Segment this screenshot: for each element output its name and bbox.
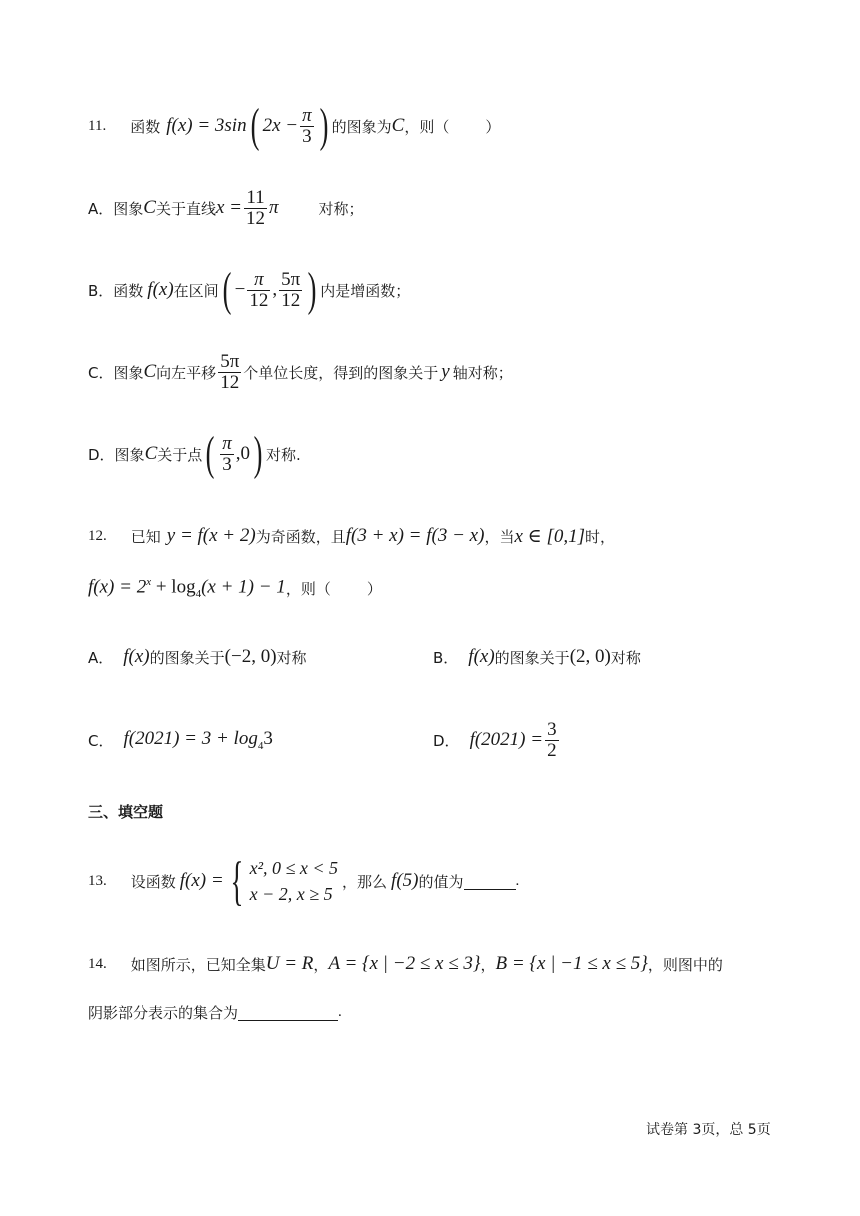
q14-sep1: ，: [313, 955, 329, 974]
q12-line2-mid: + log: [151, 576, 196, 598]
q12-line2-text: ，则（: [285, 579, 331, 598]
q11-opt-c-text2: 个单位长度，得到的图象关于: [243, 363, 439, 382]
q11-option-d: [88, 428, 301, 480]
q11-opt-c-fraction: [218, 352, 241, 393]
left-paren: (: [205, 427, 215, 480]
q11-opt-c-num: 5π: [220, 350, 240, 372]
section-title: 三、填空题: [88, 802, 164, 821]
q12-option-a: [88, 643, 307, 671]
q11-stem: [88, 100, 500, 152]
q11-opt-b-minus: −: [234, 279, 246, 300]
q11-opt-c-axis: y: [441, 361, 450, 382]
q11-opt-d-tail: ,0: [235, 443, 251, 464]
q12-text3: 时，: [585, 527, 616, 546]
q13-case1: x², 0 ≤ x < 5: [249, 858, 339, 878]
q13-func: f(x) =: [179, 870, 224, 891]
q11-opt-a-pi: π: [268, 197, 279, 218]
q12-opt-a-point: (−2, 0): [224, 646, 277, 667]
q12-opt-c-expr: [123, 728, 272, 752]
q14-text1: ，则图中的: [647, 955, 723, 974]
q13-eval: f(5): [391, 870, 419, 891]
q14-prefix: 如图所示，已知全集: [130, 955, 266, 974]
q11-opt-d-den: 3: [222, 453, 232, 475]
q11-suffix-b: ，则（: [404, 117, 450, 136]
q11-frac-den: 3: [302, 125, 312, 147]
q12-opt-d-fraction: [545, 720, 559, 761]
q12-opt-c-sub: 4: [257, 739, 264, 752]
q12-opt-b-text: 的图象关于: [494, 648, 570, 667]
q12-line2-lhs: [88, 576, 286, 600]
q11-opt-d-text2: 对称.: [266, 445, 301, 464]
q11-opt-b-comma: ,: [272, 279, 278, 300]
q14-universal-set: U = R: [265, 953, 314, 974]
q11-opt-a-curve: C: [143, 197, 156, 218]
q11-opt-b-n2: 5π: [281, 268, 301, 290]
q14-line2: 阴影部分表示的集合为: [88, 1003, 239, 1022]
q11-opt-c-text1: 向左平移: [156, 363, 217, 382]
q12-opt-d-den: 2: [547, 739, 557, 761]
q14-stem-line2: [88, 998, 342, 1026]
q13-answer-blank[interactable]: [464, 873, 516, 890]
q12-eq3: x ∈ [0,1]: [514, 525, 585, 547]
q11-curve: C: [391, 115, 405, 136]
left-paren: (: [222, 263, 232, 316]
q13-end: .: [515, 872, 520, 889]
q11-func: f(x) = 3sin: [166, 115, 247, 136]
q12-eq1: y = f(x + 2): [166, 525, 256, 546]
q12-opt-a-text2: 对称: [276, 648, 307, 667]
right-paren: ): [319, 99, 329, 152]
q11-opt-a-text2: 对称；: [318, 199, 364, 218]
q11-opt-b-func: f(x): [147, 279, 174, 300]
q11-opt-a-den: 12: [245, 207, 265, 229]
q11-opt-b-text1: 在区间: [173, 281, 219, 300]
q11-arg: 2x −: [262, 115, 299, 136]
q11-opt-c-den: 12: [220, 371, 240, 393]
q11-opt-a-label: A．图象: [88, 199, 144, 218]
right-paren: ): [307, 263, 317, 316]
q12-opt-c-end: 3: [263, 728, 273, 750]
q13-prefix: 设函数: [130, 872, 176, 891]
q11-opt-d-text1: 关于点: [157, 445, 203, 464]
q12-line2-end: (x + 1) − 1: [201, 576, 286, 598]
q11-opt-a-text1: 关于直线: [155, 199, 216, 218]
q12-prefix: 已知: [130, 527, 161, 546]
page-number: 试卷第 3页，总 5页: [646, 1122, 771, 1138]
q12-opt-c-label: C．: [88, 731, 114, 750]
q11-fraction: [300, 106, 314, 147]
q11-opt-b-frac2: [279, 270, 302, 311]
q12-opt-b-text2: 对称: [610, 648, 641, 667]
q13-cases: [250, 855, 338, 907]
q11-opt-d-curve: C: [144, 443, 158, 464]
q11-opt-d-label: D．图象: [88, 445, 145, 464]
q12-line2-sup: x: [146, 575, 152, 588]
q12-line2-lhs-text: f(x) = 2: [88, 576, 147, 598]
q12-option-b: [433, 643, 641, 671]
q11-option-c: [88, 348, 513, 396]
q14-answer-blank[interactable]: [238, 1004, 338, 1021]
q11-opt-d-fraction: [220, 434, 234, 475]
q13-stem: [88, 852, 519, 910]
q11-opt-b-d2: 12: [281, 289, 301, 311]
q12-opt-a-label: A．: [88, 648, 114, 667]
q12-opt-a-func: f(x): [123, 646, 150, 667]
q12-opt-d-lhs: f(2021) =: [469, 729, 544, 750]
q12-opt-a-text: 的图象关于: [149, 648, 225, 667]
q11-opt-c-label: C．图象: [88, 363, 144, 382]
q11-option-b: [88, 264, 410, 316]
left-paren: (: [250, 99, 259, 152]
q11-opt-a-fraction: [244, 188, 267, 229]
q11-opt-c-text3: 轴对称；: [452, 363, 513, 382]
q14-set-a: A = {x | −2 ≤ x ≤ 3}: [328, 953, 481, 974]
q12-opt-b-label: B．: [433, 648, 459, 667]
q11-number: 11.: [88, 117, 107, 134]
q14-set-b: B = {x | −1 ≤ x ≤ 5}: [495, 953, 648, 974]
q11-suffix-c: ）: [485, 117, 501, 136]
q11-opt-b-label: B．函数: [88, 281, 144, 300]
right-paren: ): [253, 427, 263, 480]
q11-opt-b-d1: 12: [249, 289, 269, 311]
q12-stem-line2: [88, 574, 382, 602]
q12-text1: 为奇函数，且: [255, 527, 346, 546]
q12-opt-c-lhs: f(2021) = 3 + log: [123, 728, 258, 750]
q11-frac-num: π: [302, 104, 312, 126]
q12-eq2: f(3 + x) = f(3 − x): [345, 525, 485, 546]
page-footer: [646, 1118, 771, 1140]
q12-stem-line1: [88, 522, 615, 550]
q11-option-a: [88, 184, 364, 232]
q12-line2-sub: 4: [195, 588, 202, 601]
q14-sep2: ，: [480, 955, 496, 974]
q11-opt-a-eq: x =: [215, 197, 242, 218]
q12-opt-d-label: D．: [433, 731, 460, 750]
q11-suffix-a: 的图象为: [331, 117, 392, 136]
q12-opt-b-point: (2, 0): [569, 646, 611, 667]
q14-number: 14.: [88, 955, 107, 972]
q13-case2: x − 2, x ≥ 5: [249, 884, 333, 904]
q14-end: .: [338, 1003, 342, 1020]
q12-option-c: [88, 726, 273, 754]
q13-text1: ，那么: [342, 872, 388, 891]
q12-number: 12.: [88, 527, 107, 544]
left-brace: {: [230, 851, 244, 911]
q13-text2: 的值为: [418, 872, 464, 891]
q11-opt-d-num: π: [222, 432, 232, 454]
q11-opt-b-n1: π: [254, 268, 264, 290]
q12-opt-b-func: f(x): [468, 646, 495, 667]
q11-opt-b-text2: 内是增函数；: [320, 281, 411, 300]
q12-line2-close: ）: [366, 579, 382, 598]
q12-text2: ，当: [484, 527, 515, 546]
q11-opt-c-curve: C: [143, 361, 157, 382]
q11-prefix: 函数: [130, 117, 161, 136]
q12-option-d: [433, 716, 561, 764]
q12-opt-d-num: 3: [547, 718, 557, 740]
q13-number: 13.: [88, 872, 107, 889]
q11-opt-a-num: 11: [246, 186, 265, 208]
q11-opt-b-frac1: [247, 270, 270, 311]
q14-stem-line1: [88, 950, 723, 978]
